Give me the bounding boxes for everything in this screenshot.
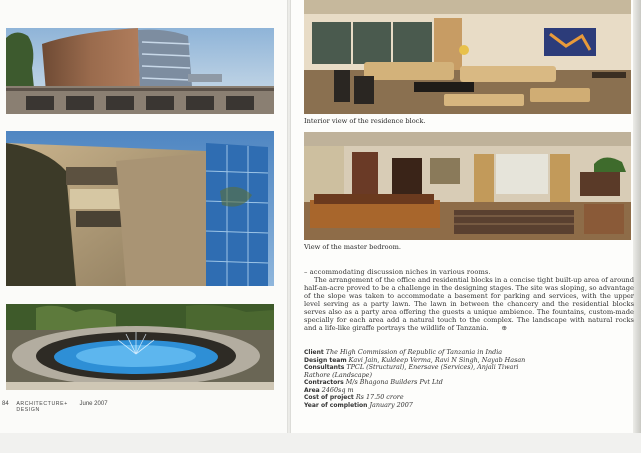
photo-glass-facade: [6, 131, 274, 286]
scan-margin: [0, 433, 641, 453]
credit-area: Area 2460sq m: [304, 385, 354, 394]
credit-design-team: Design team Kavi Jain, Kuldeep Verma, Ravi N Singh, Nayab Hasan: [304, 355, 526, 364]
page-number: 84: [2, 401, 9, 407]
article-body: [304, 268, 634, 332]
project-credits: [304, 349, 634, 409]
end-of-article-icon: ⊕: [501, 324, 507, 333]
photo-interior-residence: [304, 0, 631, 114]
photo-building-exterior: [6, 28, 274, 114]
magazine-logo: ARCHITECTURE+ DESIGN: [16, 401, 68, 413]
credit-year: Year of completion January 2007: [304, 400, 413, 409]
credit-contractors: Contractors M/s Bhagona Builders Pvt Ltd: [304, 378, 443, 386]
article-lead-text: – accommodating discussion niches in various rooms.: [304, 268, 491, 276]
page-folio: [2, 401, 108, 413]
credit-client: Client The High Commission of Republic of Tanzania in India: [304, 348, 503, 356]
caption-bedroom: View of the master bedroom.: [304, 243, 401, 251]
photo-fountain: [6, 304, 274, 390]
article-paragraph-text: The arrangement of the office and residential blocks in a concise tight built-up area of around half-an-acre proved to be a challenge in the designing stages. The site was sloping, so advantage of the slope was taken to accommodate a basement for parking and services, with the upper level serving as a party lawn. The lawn in between the chancery and the residential blocks serves also as a party area offering the guests a unique ambience. The fountains, custom-made specially for each area add a natural touch to the complex. The landscape with natural rocks and a life-like giraffe portrays the wildlife of Tanzania.: [304, 276, 634, 333]
caption-interior: Interior view of the residence block.: [304, 117, 426, 125]
credit-consultants: Consultants TPCL (Structural), Enersave (Services), Anjali Tiwari: [304, 363, 519, 371]
photo-master-bedroom: [304, 132, 631, 240]
page-edge: [633, 0, 641, 453]
credit-consultants-cont: Rathore (Landscape): [304, 370, 372, 379]
issue-date: June 2007: [79, 401, 108, 407]
article-paragraph: [304, 276, 634, 332]
credit-cost: Cost of project Rs 17.50 crore: [304, 393, 404, 401]
page-gutter: [287, 0, 291, 453]
